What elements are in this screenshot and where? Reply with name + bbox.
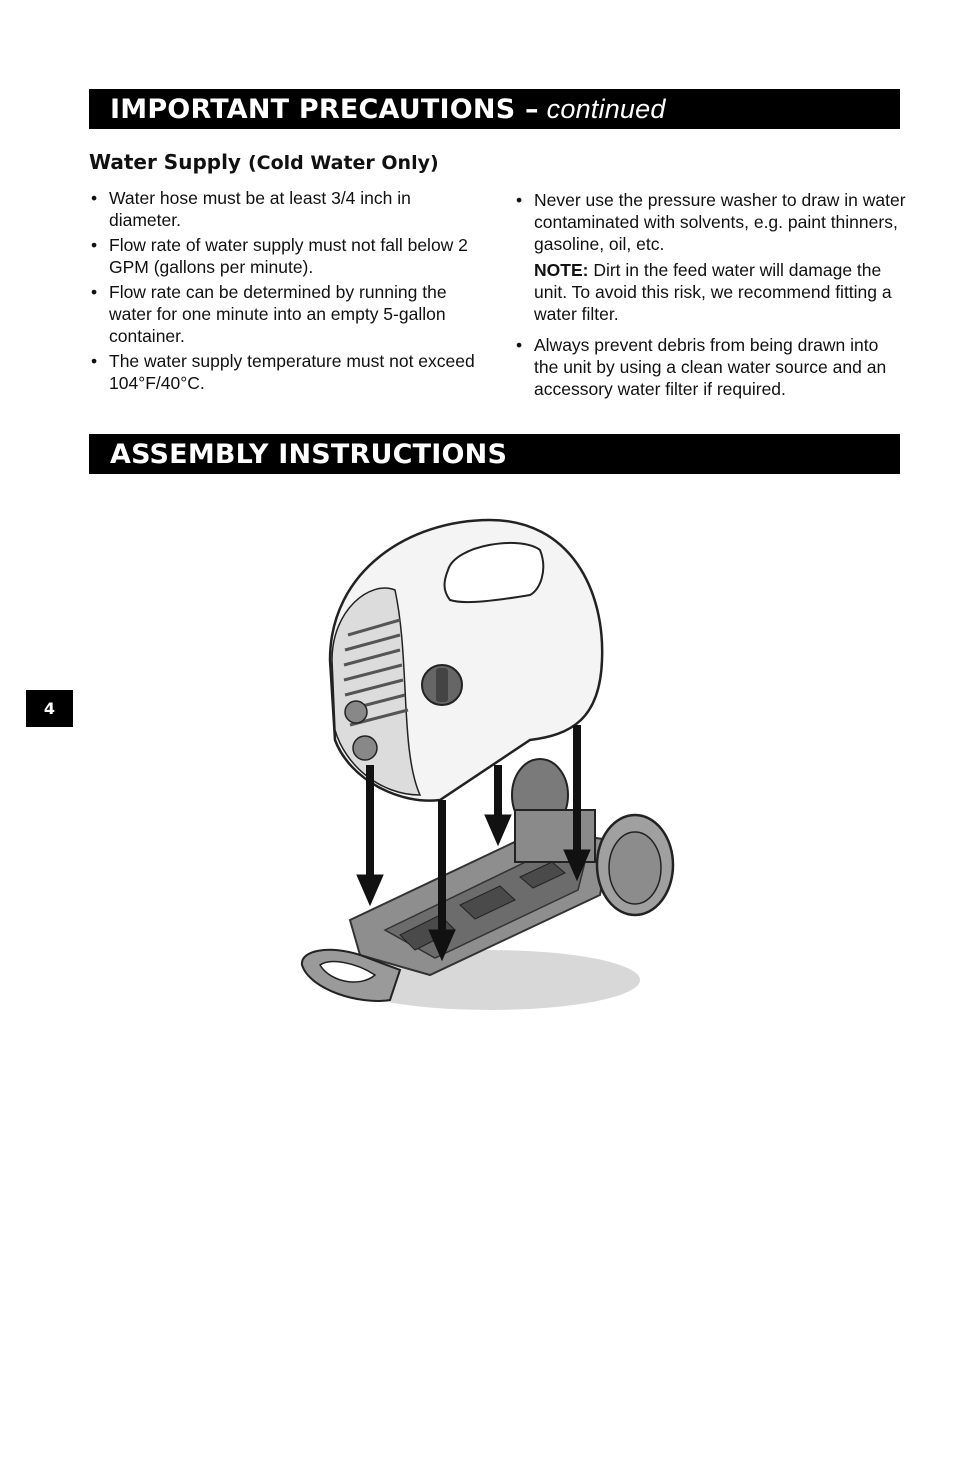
assembly-illustration bbox=[290, 510, 690, 1040]
water-supply-heading-qualifier: (Cold Water Only) bbox=[247, 152, 439, 174]
page-number-tab bbox=[26, 690, 73, 727]
list-item: • Always prevent debris from being drawn into the unit by using a clean water source and an accessory water filter if required. bbox=[514, 334, 906, 400]
page-number: 4 bbox=[43, 699, 56, 718]
washer-fitting-lower bbox=[353, 736, 377, 760]
cart-wheel-front-hub bbox=[609, 832, 661, 904]
water-supply-list-left bbox=[89, 187, 479, 397]
precautions-continued: continued bbox=[546, 93, 666, 124]
note-label: NOTE: bbox=[534, 260, 589, 280]
section-header-precautions bbox=[89, 89, 900, 129]
section-header-assembly bbox=[89, 434, 900, 474]
list-item: • The water supply temperature must not exceed 104°F/40°C. bbox=[89, 350, 479, 394]
washer-dial-grip bbox=[436, 668, 448, 702]
list-item: • Flow rate can be determined by running the water for one minute into an empty 5-gallon container. bbox=[89, 281, 479, 347]
list-item: • Never use the pressure washer to draw in water contaminated with solvents, e.g. paint thinners, gasoline, oil, etc. bbox=[514, 189, 906, 255]
water-supply-heading-main: Water Supply bbox=[89, 150, 241, 174]
washer-fitting-upper bbox=[345, 701, 367, 723]
list-item: • Water hose must be at least 3/4 inch in diameter. bbox=[89, 187, 479, 231]
precautions-title: IMPORTANT PRECAUTIONS – bbox=[110, 93, 539, 125]
water-supply-list-right bbox=[514, 189, 906, 403]
water-supply-heading bbox=[89, 150, 439, 174]
note-paragraph bbox=[534, 259, 906, 325]
assembly-title: ASSEMBLY INSTRUCTIONS bbox=[110, 438, 508, 470]
note-text: Dirt in the feed water will damage the unit. To avoid this risk, we recommend fitting a water filter. bbox=[534, 260, 892, 324]
list-item: • Flow rate of water supply must not fall below 2 GPM (gallons per minute). bbox=[89, 234, 479, 278]
